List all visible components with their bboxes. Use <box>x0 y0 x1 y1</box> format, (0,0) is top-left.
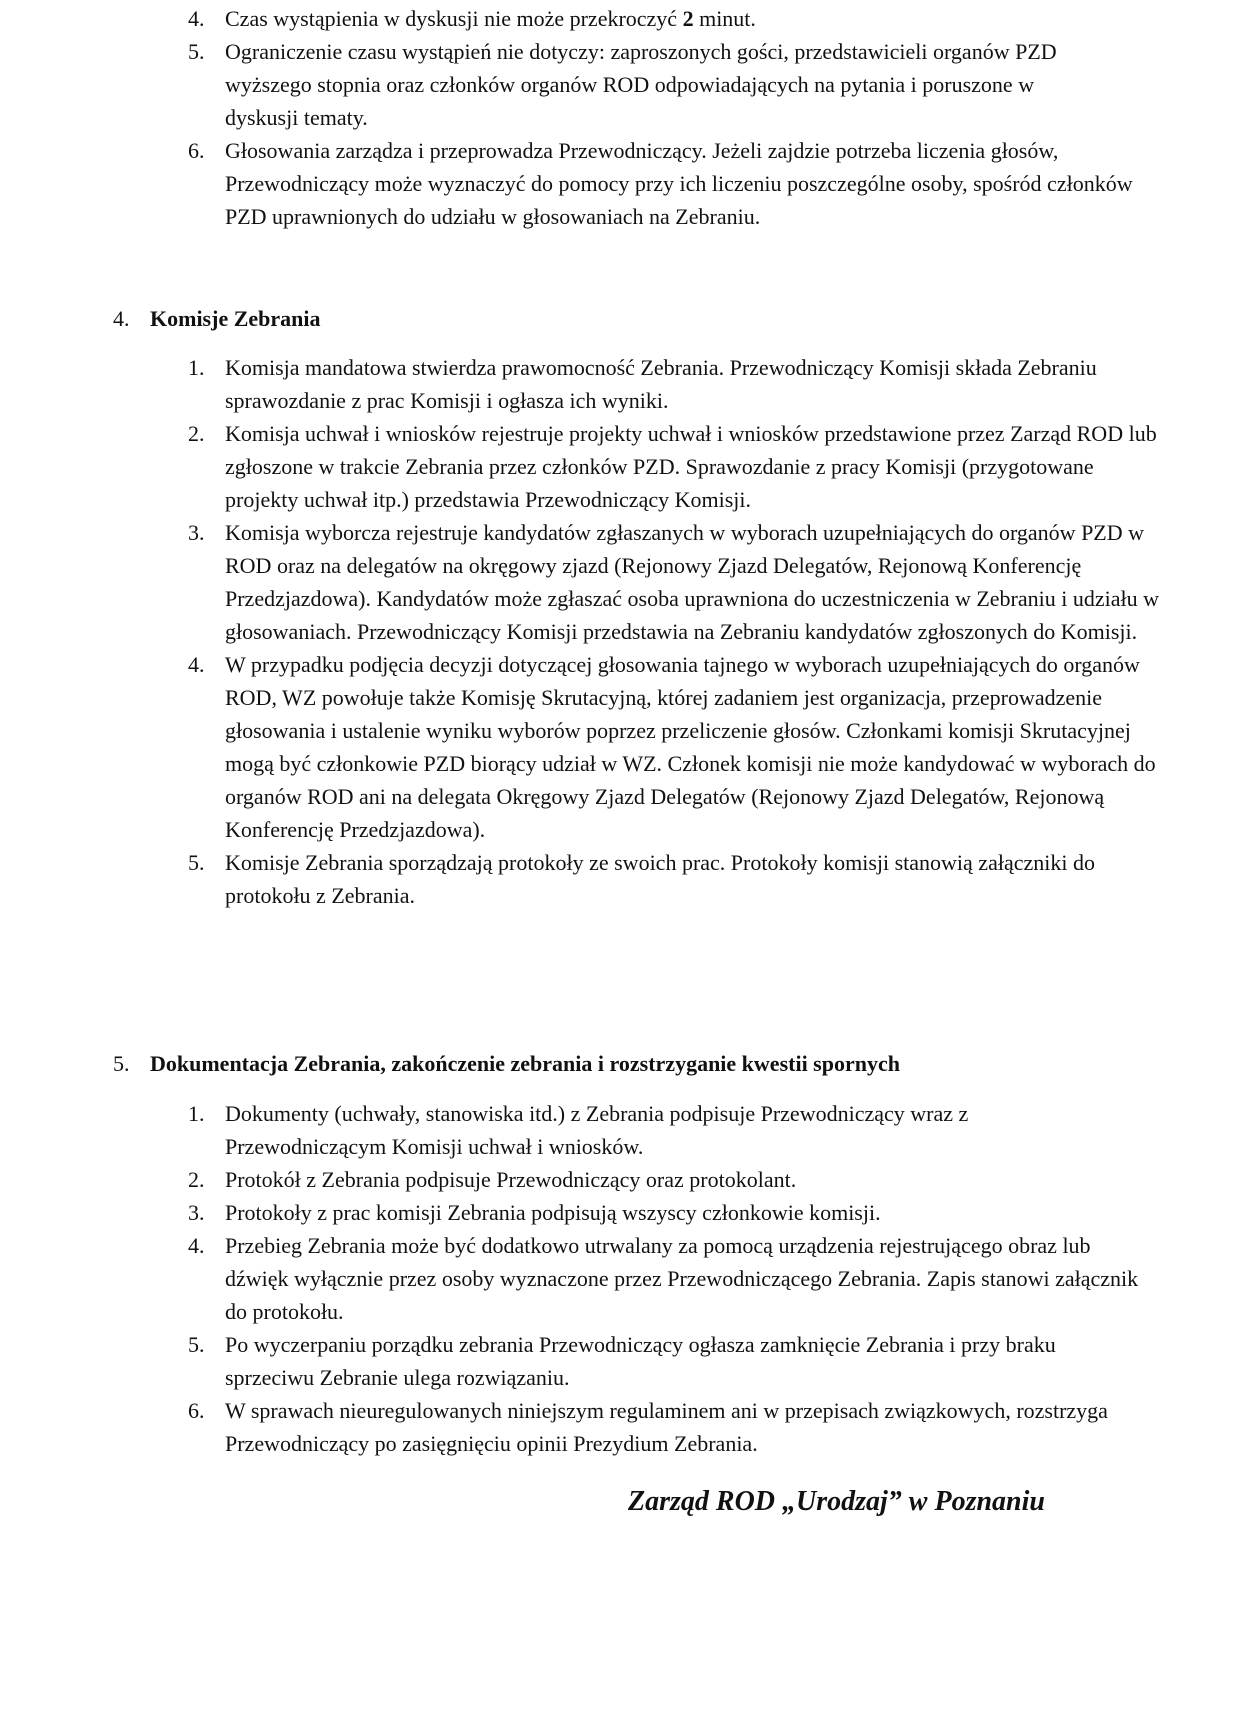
item-text: W przypadku podjęcia decyzji dotyczącej głosowania tajnego w wyborach uzupełniających do organów ROD, WZ powołuje także Komisję Skrutacyjną, której zadaniem jest organizacja, przeprowadzenie głosowania i ustalenie wyniku wyborów poprzez przeliczenie głosów. Członkami komisji Skrutacyjnej mogą być członkowie PZD biorący udział w WZ. Członek komisji nie może kandydować w wyborach do organów ROD ani na delegata Okręgowy Zjazd Delegatów (Rejonowy Zjazd Delegatów, Rejonową Konferencję Przedzjazdowa). <box>225 652 1156 842</box>
section-number: 5. <box>113 1051 130 1076</box>
list-item <box>0 2 1240 35</box>
item-text-bold: 2 <box>682 6 694 31</box>
item-text: Dokumenty (uchwały, stanowiska itd.) z Zebrania podpisuje Przewodniczący wraz z Przewodniczącym Komisji uchwał i wniosków. <box>225 1101 969 1159</box>
section-heading <box>0 1047 1240 1080</box>
list-item <box>0 1196 1240 1229</box>
item-number: 2. <box>188 1167 205 1192</box>
list-item <box>0 1328 1240 1394</box>
item-text: W sprawach nieuregulowanych niniejszym regulaminem ani w przepisach związkowych, rozstrzyga Przewodniczący po zasięgnięciu opinii Prezydium Zebrania. <box>225 1398 1108 1456</box>
list-item <box>0 846 1240 912</box>
list-item <box>0 417 1240 516</box>
item-number: 1. <box>188 1101 205 1126</box>
section-number: 4. <box>113 306 130 331</box>
list-item <box>0 648 1240 846</box>
signature: Zarząd ROD „Urodzaj” w Poznaniu <box>628 1486 1045 1517</box>
list-item <box>0 134 1240 233</box>
list-item <box>0 516 1240 648</box>
list-item <box>0 351 1240 417</box>
item-number: 4. <box>188 1233 205 1258</box>
item-text: Ograniczenie czasu wystąpień nie dotyczy: zaproszonych gości, przedstawicieli organów PZD wyższego stopnia oraz członków organów ROD odpowiadających na pytania i poruszone w dyskusji tematy. <box>225 39 1057 130</box>
section-komisje-zebrania <box>0 302 1240 335</box>
item-number: 6. <box>188 1398 205 1423</box>
item-text: Protokół z Zebrania podpisuje Przewodniczący oraz protokolant. <box>225 1167 797 1192</box>
section-5-list <box>0 1097 1240 1460</box>
continuation-list <box>0 2 1240 233</box>
item-number: 5. <box>188 1332 205 1357</box>
section-title: Dokumentacja Zebrania, zakończenie zebrania i rozstrzyganie kwestii spornych <box>150 1051 900 1076</box>
item-number: 1. <box>188 355 205 380</box>
item-number: 3. <box>188 520 205 545</box>
item-number: 5. <box>188 850 205 875</box>
list-item <box>0 1163 1240 1196</box>
section-4-list <box>0 351 1240 912</box>
item-text <box>225 2 1160 35</box>
item-text: Komisje Zebrania sporządzają protokoły ze swoich prac. Protokoły komisji stanowią załączniki do protokołu z Zebrania. <box>225 850 1095 908</box>
item-text: Komisja mandatowa stwierdza prawomocność Zebrania. Przewodniczący Komisji składa Zebraniu sprawozdanie z prac Komisji i ogłasza ich wyniki. <box>225 355 1097 413</box>
item-text-part: Czas wystąpienia w dyskusji nie może przekroczyć <box>225 6 683 31</box>
item-number: 6. <box>188 138 205 163</box>
item-number: 3. <box>188 1200 205 1225</box>
item-text: Komisja wyborcza rejestruje kandydatów zgłaszanych w wyborach uzupełniających do organów PZD w ROD oraz na delegatów na okręgowy zjazd (Rejonowy Zjazd Delegatów, Rejonową Konferencję Przedzjazdowa). Kandydatów może zgłaszać osoba uprawniona do uczestniczenia w Zebraniu i udziału w głosowaniach. Przewodniczący Komisji przedstawia na Zebraniu kandydatów zgłoszonych do Komisji. <box>225 520 1160 644</box>
section-dokumentacja-zebrania <box>0 1047 1240 1080</box>
item-number: 2. <box>188 421 205 446</box>
list-item <box>0 1097 1240 1163</box>
item-text: Głosowania zarządza i przeprowadza Przewodniczący. Jeżeli zajdzie potrzeba liczenia głosów, Przewodniczący może wyznaczyć do pomocy przy ich liczeniu poszczególne osoby, spośród członków PZD uprawnionych do udziału w głosowaniach na Zebraniu. <box>225 138 1133 229</box>
list-item <box>0 1229 1240 1328</box>
item-text: Przebieg Zebrania może być dodatkowo utrwalany za pomocą urządzenia rejestrującego obraz lub dźwięk wyłącznie przez osoby wyznaczone przez Przewodniczącego Zebrania. Zapis stanowi załącznik do protokołu. <box>225 1233 1139 1324</box>
item-number: 5. <box>188 39 205 64</box>
item-text: Protokoły z prac komisji Zebrania podpisują wszyscy członkowie komisji. <box>225 1200 881 1225</box>
section-title: Komisje Zebrania <box>150 306 321 331</box>
item-text: Komisja uchwał i wniosków rejestruje projekty uchwał i wniosków przedstawione przez Zarząd ROD lub zgłoszone w trakcie Zebrania przez członków PZD. Sprawozdanie z pracy Komisji (przygotowane projekty uchwał itp.) przedstawia Przewodniczący Komisji. <box>225 421 1157 512</box>
list-item <box>0 35 1240 134</box>
item-number: 4. <box>188 652 205 677</box>
item-text-part: minut. <box>693 6 756 31</box>
section-heading <box>0 302 1240 335</box>
item-number: 4. <box>188 6 205 31</box>
item-text: Po wyczerpaniu porządku zebrania Przewodniczący ogłasza zamknięcie Zebrania i przy braku sprzeciwu Zebranie ulega rozwiązaniu. <box>225 1332 1056 1390</box>
list-item <box>0 1394 1240 1460</box>
